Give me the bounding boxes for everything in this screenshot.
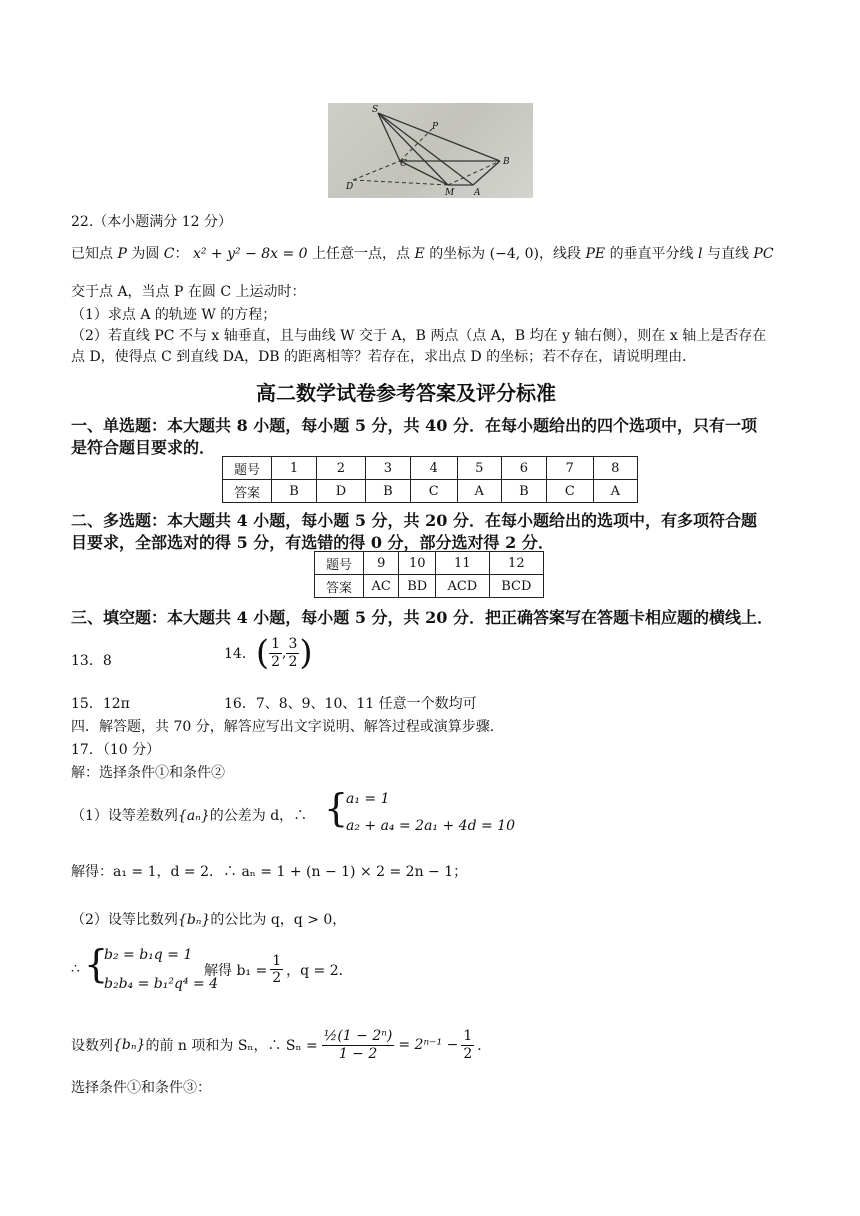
point-E-coordinate: (−4, 0) [489, 246, 540, 262]
table-cell: 7 [546, 457, 593, 480]
answer-16: 16．7、8、9、10、11 任意一个数均可 [224, 696, 477, 712]
label-C: C [400, 159, 407, 169]
multi-choice-answer-table [314, 551, 544, 598]
table-cell: B [501, 480, 546, 503]
table-cell: AC [364, 575, 399, 598]
p2-intro: （2）设等比数列{bₙ}的公比为 q，q > 0， [71, 912, 347, 928]
table-answer-label: 答案 [315, 575, 364, 598]
p1-intro: （1）设等差数列{aₙ}的公差为 d，∴ [71, 808, 308, 824]
q17-heading: 17．（10 分） [71, 742, 161, 758]
table-cell: C [410, 480, 457, 503]
table-cell: D [317, 480, 366, 503]
label-P: P [432, 122, 439, 132]
answer-title: 高二数学试卷参考答案及评分标准 [256, 381, 556, 405]
table-cell: 3 [365, 457, 410, 480]
table-row [223, 457, 638, 480]
label-D: D [346, 182, 354, 192]
q22-part2-line2: 点 D，使得点 C 到直线 DA，DB 的距离相等？若存在，求出点 D 的坐标；若不存在，请说明理由． [71, 349, 697, 365]
choose-conditions-1-3: 选择条件①和条件③： [71, 1080, 211, 1096]
table-cell: BCD [489, 575, 543, 598]
p2-system-brace: { [84, 942, 109, 986]
table-cell: 2 [317, 457, 366, 480]
table-cell: 11 [436, 552, 490, 575]
table-row [223, 480, 638, 503]
table-cell: B [272, 480, 317, 503]
table-cell: 12 [489, 552, 543, 575]
table-cell: 1 [272, 457, 317, 480]
p1-equation2: a₂ + a₄ = 2a₁ + 4d = 10 [346, 818, 515, 834]
label-B: B [503, 157, 510, 167]
pyramid-diagram [328, 103, 533, 198]
p2-equation2: b₂b₄ = b₁²q⁴ = 4 [104, 976, 219, 992]
q22-part1: （1）求点 A 的轨迹 W 的方程； [71, 307, 277, 323]
table-header-label: 题号 [223, 457, 272, 480]
p2-therefore: ∴ [71, 961, 80, 977]
table-cell: ACD [436, 575, 490, 598]
q22-part2-line1: （2）若直线 PC 不与 x 轴垂直，且与曲线 W 交于 A，B 两点（点 A，B 均在 y 轴右侧），则在 x 轴上是否存在 [71, 328, 767, 344]
table-row [315, 552, 544, 575]
q22-heading: 22.（本小题满分 12 分） [71, 214, 232, 230]
table-cell: 6 [501, 457, 546, 480]
section1-line2: 是符合题目要求的． [71, 438, 216, 457]
table-cell: A [457, 480, 501, 503]
section2-line1: 二、多选题：本大题共 4 小题，每小题 5 分，共 20 分．在每小题给出的选项中，有多项符合题 [71, 511, 757, 530]
single-choice-answer-table [222, 456, 638, 503]
choose-conditions-1-2: 解：选择条件①和条件② [71, 765, 225, 781]
section3-line1: 三、填空题：本大题共 4 小题，每小题 5 分，共 20 分．把正确答案写在答题卡相应题的横线上． [71, 608, 773, 627]
table-cell: B [365, 480, 410, 503]
q22-line2: 交于点 A，当点 P 在圆 C 上运动时： [71, 284, 306, 300]
geometry-figure [328, 103, 533, 198]
section4-line1: 四．解答题，共 70 分，解答应写出文字说明、解答过程或演算步骤． [71, 719, 504, 735]
label-M: M [445, 188, 455, 198]
table-answer-label: 答案 [223, 480, 272, 503]
p1-solution: 解得：a₁ = 1，d = 2．∴ aₙ = 1 + (n − 1) × 2 = 2n − 1； [71, 864, 468, 880]
table-row [315, 575, 544, 598]
table-header-label: 题号 [315, 552, 364, 575]
table-cell: A [593, 480, 637, 503]
table-cell: 9 [364, 552, 399, 575]
p2-equation1: b₂ = b₁q = 1 [104, 947, 193, 963]
table-cell: 10 [399, 552, 436, 575]
table-cell: 8 [593, 457, 637, 480]
table-cell: BD [399, 575, 436, 598]
label-A: A [474, 188, 481, 198]
q22-line1: 已知点 P 为圆 C： x² + y² − 8x = 0 上任意一点，点 E 的坐标为 (−4, 0)，线段 PE 的垂直平分线 l 与直线 PC [71, 246, 774, 262]
table-cell: 4 [410, 457, 457, 480]
sum-formula: 设数列 {bₙ} 的前 n 项和为 Sₙ，∴ Sₙ = $\frac{\text{½(1 − 2ⁿ)}}{1 - 2}$ = 2ⁿ⁻¹ − $\frac{1}{2}$ ． [71, 1028, 492, 1062]
table-cell: C [546, 480, 593, 503]
p1-equation1: a₁ = 1 [346, 791, 390, 807]
table-cell: 5 [457, 457, 501, 480]
answer-15: 15．12π [71, 696, 130, 712]
circle-equation: x² + y² − 8x = 0 [192, 246, 308, 262]
answer-13: 13．8 [71, 653, 112, 669]
label-S: S [372, 105, 379, 115]
section1-line1: 一、单选题：本大题共 8 小题，每小题 5 分，共 40 分．在每小题给出的四个选项中，只有一项 [71, 416, 757, 435]
p2-solution: 解得 b₁ = $\frac{1}{2}$ ，q = 2． [204, 953, 353, 987]
p1-system-brace: { [324, 786, 349, 830]
section2-line2: 目要求，全部选对的得 5 分，有选错的得 0 分，部分选对得 2 分． [71, 533, 554, 552]
answer-14: 14． ( $\frac{1}{2}$ , $\frac{3}{2}$ ) [224, 633, 313, 673]
